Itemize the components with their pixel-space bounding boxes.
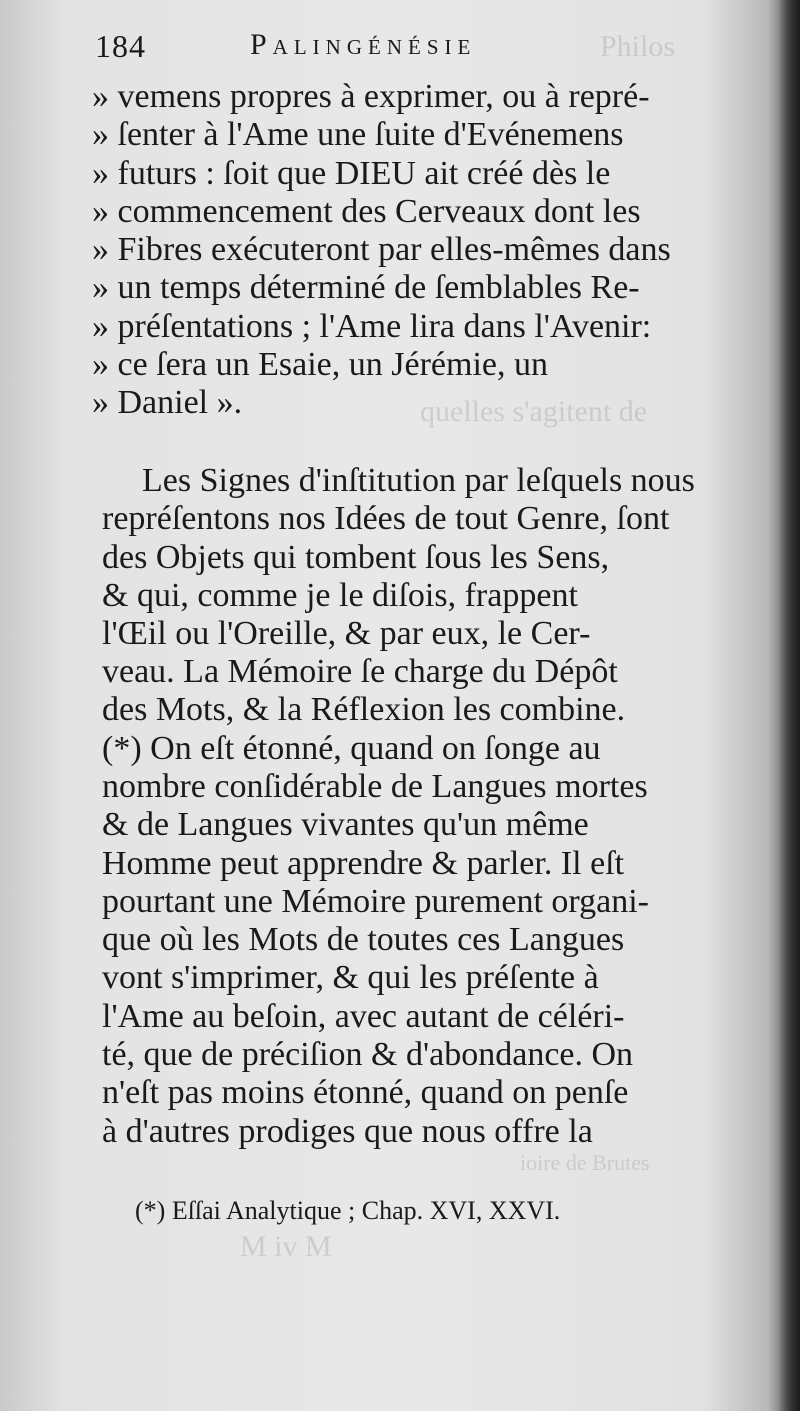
bleed-through-text: Philos [600,30,676,63]
body-line: l'Œil ou l'Oreille, & par eux, le Cer- [102,615,591,652]
body-line: Homme peut apprendre & parler. Il eſt [102,845,625,882]
page-header [95,28,715,72]
quote-line: » ſenter à l'Ame une ſuite d'Evénemens [92,116,624,153]
body-line: té, que de préciſion & d'abondance. On [102,1036,634,1073]
running-head: Palingénésie [250,28,477,61]
page-number: 184 [95,28,146,64]
body-line: à d'autres prodiges que nous offre la [102,1113,593,1150]
quote-line: » Fibres exécuteront par elles-mêmes dans [92,231,671,268]
body-line: n'eſt pas moins étonné, quand on penſe [102,1074,629,1111]
body-line: nombre conſidérable de Langues mortes [102,768,648,805]
body-line: que où les Mots de toutes ces Langues [102,921,625,958]
quote-line: » vemens propres à exprimer, ou à repré- [92,78,650,115]
bleed-through-text: ioire de Brutes [520,1150,650,1175]
bleed-through-text: quelles s'agitent de [420,395,648,428]
body-line: l'Ame au beſoin, avec autant de céléri- [102,998,625,1035]
quote-line: » un temps déterminé de ſemblables Re- [92,269,640,306]
body-line: des Mots, & la Réflexion les combine. [102,691,626,728]
body-line: & de Langues vivantes qu'un même [102,806,589,843]
footnote: (*) Eſſai Analytique ; Chap. XVI, XXVI. [135,1196,561,1225]
quote-line: » ce ſera un Esaie, un Jérémie, un [92,346,548,383]
body-line: Les Signes d'inſtitution par leſquels nous [142,462,695,499]
body-line: (*) On eſt étonné, quand on ſonge au [102,730,601,767]
body-line: vont s'imprimer, & qui les préſente à [102,959,599,996]
body-line: veau. La Mémoire ſe charge du Dépôt [102,653,618,690]
body-line: pourtant une Mémoire purement organi- [102,883,649,920]
page-edge-shadow [778,0,800,1411]
quote-line: » commencement des Cerveaux dont les [92,193,641,230]
body-line: repréſentons nos Idées de tout Genre, ſont [102,500,670,537]
body-line: & qui, comme je le diſois, frappent [102,577,578,614]
body-line: des Objets qui tombent ſous les Sens, [102,539,610,576]
quote-line: » préſentations ; l'Ame lira dans l'Avenir: [92,308,652,345]
quote-line: » Daniel ». [92,384,243,421]
quote-line: » futurs : ſoit que DIEU ait créé dès le [92,155,611,192]
bleed-through-text: M iv M [240,1230,332,1263]
